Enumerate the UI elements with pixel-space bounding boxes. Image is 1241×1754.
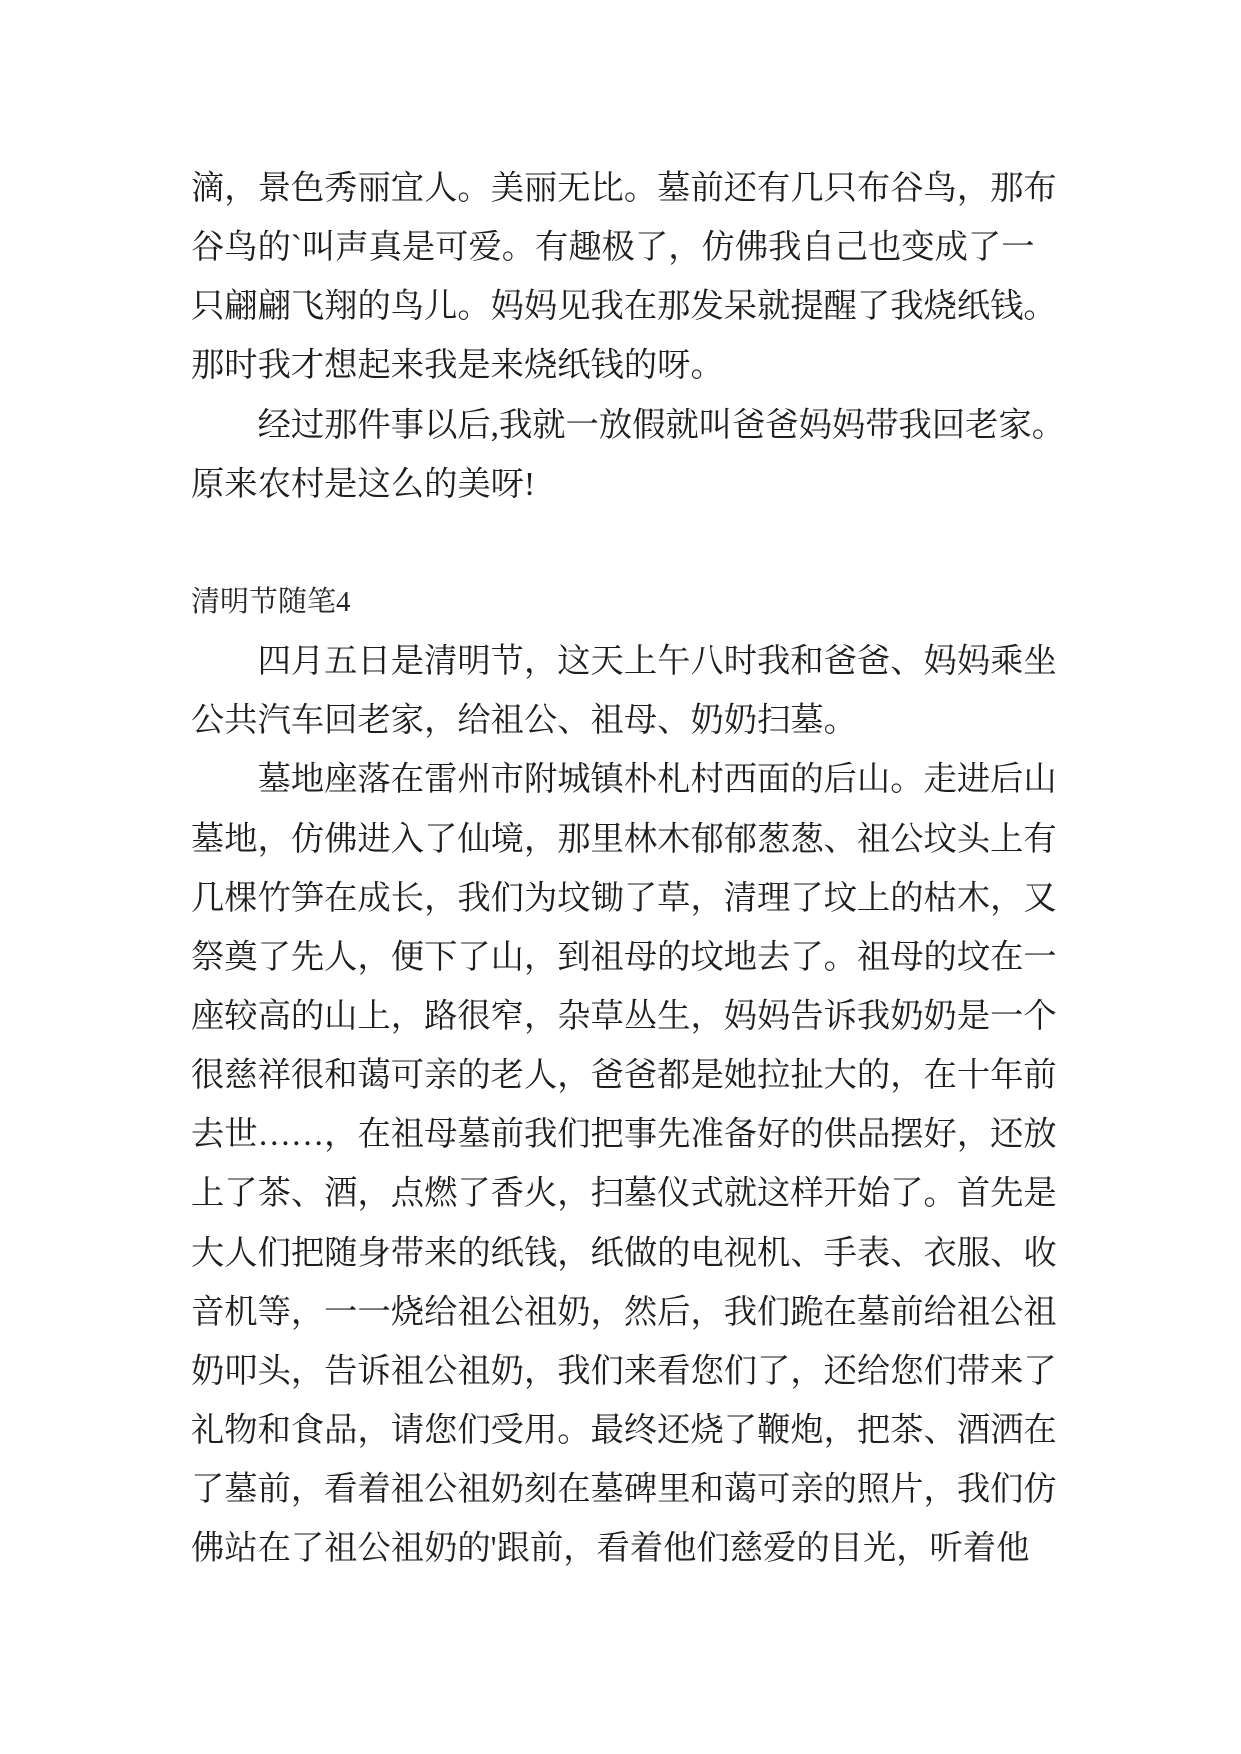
text-line: 只翩翩飞翔的鸟儿。妈妈见我在那发呆就提醒了我烧纸钱。 (191, 288, 1057, 326)
paragraph (191, 750, 1061, 1578)
text-line: 了墓前，看着祖公祖奶刻在墓碑里和蔼可亲的照片，我们仿 (191, 1471, 1057, 1509)
text-line: 大人们把随身带来的纸钱，纸做的电视机、手表、衣服、收 (191, 1234, 1057, 1272)
section-heading: 清明节随笔4 (191, 585, 351, 618)
text-line: 谷鸟的`叫声真是可爱。有趣极了，仿佛我自己也变成了一 (191, 229, 1035, 267)
document-body (191, 159, 1066, 1578)
paragraph (191, 396, 1066, 514)
text-line: 墓地座落在雷州市附城镇朴札村西面的后山。走进后山 (257, 761, 1057, 799)
text-line: 上了茶、酒，点燃了香火，扫墓仪式就这样开始了。首先是 (191, 1175, 1057, 1213)
text-line: 座较高的山上，路很窄，杂草丛生，妈妈告诉我奶奶是一个 (191, 997, 1057, 1035)
paragraph (191, 632, 1061, 750)
text-line: 滴，景色秀丽宜人。美丽无比。墓前还有几只布谷鸟，那布 (191, 170, 1057, 207)
text-line: 几棵竹笋在成长，我们为坟锄了草，清理了坟上的枯木，又 (191, 879, 1057, 917)
text-line: 很慈祥很和蔼可亲的老人，爸爸都是她拉扯大的，在十年前 (191, 1057, 1057, 1095)
text-line: 墓地，仿佛进入了仙境，那里林木郁郁葱葱、祖公坟头上有 (191, 820, 1057, 858)
blank-line (191, 514, 1061, 573)
text-line: 礼物和食品，请您们受用。最终还烧了鞭炮，把茶、酒洒在 (191, 1411, 1057, 1449)
text-line: 那时我才想起来我是来烧纸钱的呀。 (191, 347, 724, 385)
text-line: 奶叩头，告诉祖公祖奶，我们来看您们了，还给您们带来了 (191, 1352, 1057, 1390)
text-line: 音机等，一一烧给祖公祖奶，然后，我们跪在墓前给祖公祖 (191, 1293, 1057, 1331)
text-line: 祭奠了先人，便下了山，到祖母的坟地去了。祖母的坟在一 (191, 938, 1057, 976)
text-line: 公共汽车回老家，给祖公、祖母、奶奶扫墓。 (191, 702, 857, 740)
text-line: 四月五日是清明节，这天上午八时我和爸爸、妈妈乘坐 (257, 643, 1057, 681)
text-line: 原来农村是这么的美呀! (191, 465, 536, 503)
paragraph (191, 159, 1061, 396)
text-line: 去世……，在祖母墓前我们把事先准备好的供品摆好，还放 (191, 1116, 1057, 1154)
text-line: 佛站在了祖公祖奶的'跟前，看着他们慈爱的目光，听着他 (191, 1530, 1030, 1568)
text-line: 经过那件事以后,我就一放假就叫爸爸妈妈带我回老家。 (257, 406, 1066, 444)
